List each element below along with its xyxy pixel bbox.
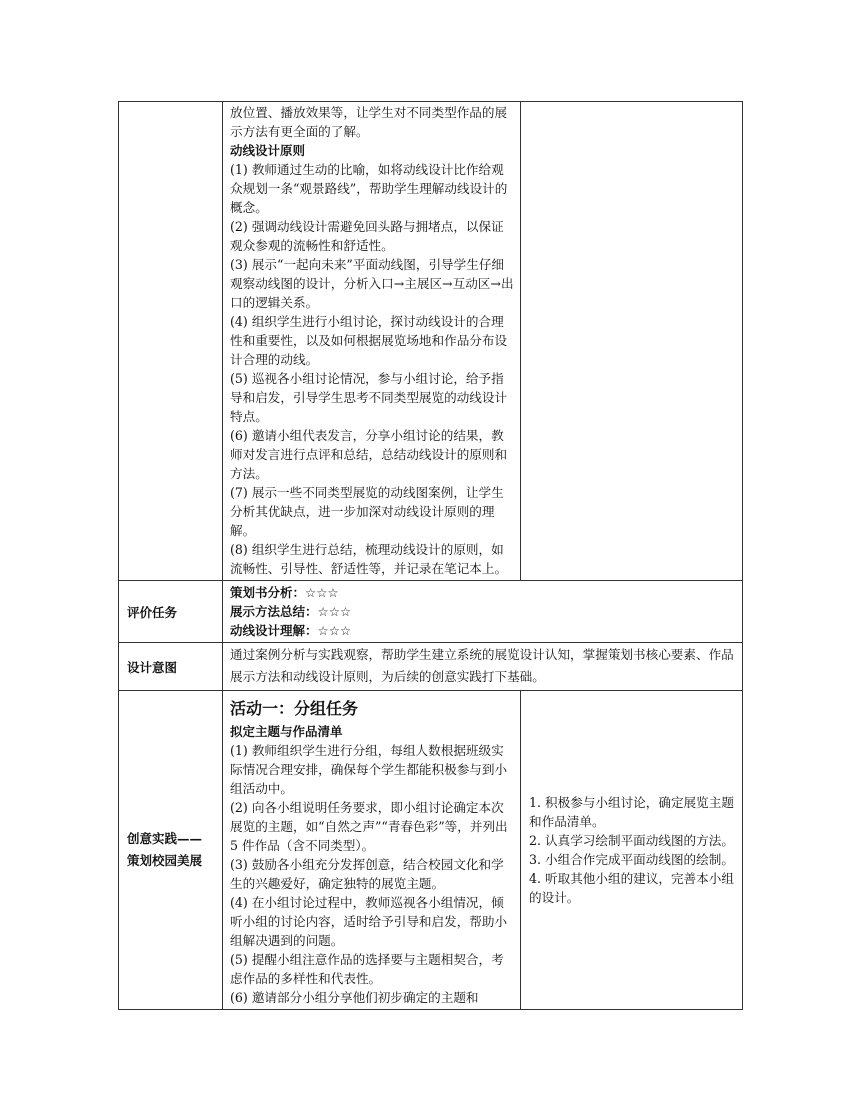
activity-title: 活动一：分组任务 [230, 699, 359, 718]
evaluation-label: 评价任务 [119, 581, 223, 643]
practice-student-cell [521, 691, 743, 1010]
step-item: (1) 教师通过生动的比喻，如将动线设计比作给观众规划一条“观景路线”，帮助学生理解动线设计的概念。 [230, 162, 508, 215]
teacher-activity-cell [223, 102, 521, 581]
eval-item-name: 动线设计理解： [230, 622, 318, 638]
step-item: (6) 邀请小组代表发言，分享小组讨论的结果，教师对发言进行点评和总结，总结动线设计的原则和方法。 [230, 428, 508, 481]
step-item: (3) 鼓励各小组充分发挥创意，结合校园文化和学生的兴趣爱好，确定独特的展览主题。 [230, 857, 504, 891]
student-activity-item: 1. 积极参与小组讨论，确定展览主题和作品清单。 [529, 795, 734, 829]
step-item: (4) 组织学生进行小组讨论，探讨动线设计的合理性和重要性，以及如何根据展览场地和作品分布设计合理的动线。 [230, 314, 508, 367]
student-activity-item: 4. 听取其他小组的建议，完善本小组的设计。 [529, 871, 734, 905]
continuation-text: 放位置、播放效果等，让学生对不同类型作品的展示方法有更全面的了解。 [230, 105, 508, 139]
step-item: (8) 组织学生进行总结，梳理动线设计的原则，如流畅性、引导性、舒适性等，并记录在笔记本上。 [230, 542, 508, 576]
eval-item-name: 策划书分析： [230, 584, 306, 600]
practice-label [119, 691, 223, 1010]
step-item: (5) 提醒小组注意作品的选择要与主题相契合，考虑作品的多样性和代表性。 [230, 952, 504, 986]
empty-label-cell [119, 102, 223, 581]
table-row-practice [119, 691, 743, 1010]
section-heading: 拟定主题与作品清单 [230, 724, 343, 739]
step-item: (5) 巡视各小组讨论情况，参与小组讨论，给予指导和启发，引导学生思考不同类型展览的动线设计特点。 [230, 371, 508, 424]
step-item: (2) 强调动线设计需避免回头路与拥堵点，以保证观众参观的流畅性和舒适性。 [230, 219, 504, 253]
student-activity-item: 2. 认真学习绘制平面动线图的方法。 [529, 833, 734, 848]
evaluation-cell [223, 581, 743, 643]
eval-item-name: 展示方法总结： [230, 603, 318, 619]
step-item: (6) 邀请部分小组分享他们初步确定的主题和 [230, 990, 479, 1005]
step-item: (1) 教师组织学生进行分组，每组人数根据班级实际情况合理安排，确保每个学生都能积极参与到小组活动中。 [230, 743, 508, 796]
practice-label-line: 策划校园美展 [127, 853, 203, 868]
star-rating: ☆☆☆ [317, 603, 352, 619]
star-rating: ☆☆☆ [305, 584, 339, 600]
student-activity-cell [521, 102, 743, 581]
practice-label-line: 创意实践—— [127, 831, 203, 846]
step-item: (7) 展示一些不同类型展览的动线图案例，让学生分析其优缺点，进一步加深对动线设计原则的理解。 [230, 485, 504, 538]
intent-cell [223, 643, 743, 691]
table-row-intent [119, 643, 743, 691]
intent-text: 通过案例分析与实践观察，帮助学生建立系统的展览设计认知，掌握策划书核心要素、作品展示方法和动线设计原则，为后续的创意实践打下基础。 [230, 647, 734, 684]
step-item: (3) 展示“一起向未来”平面动线图，引导学生仔细观察动线图的设计，分析入口→主展区→互动区→出口的逻辑关系。 [230, 257, 514, 310]
table-row-evaluation [119, 581, 743, 643]
practice-teacher-cell [223, 691, 521, 1010]
student-activity-item: 3. 小组合作完成平面动线图的绘制。 [529, 852, 734, 867]
intent-label: 设计意图 [119, 643, 223, 691]
lesson-plan-table [118, 101, 743, 1010]
star-rating: ☆☆☆ [317, 622, 352, 638]
step-item: (4) 在小组讨论过程中，教师巡视各小组情况，倾听小组的讨论内容，适时给予引导和启发，帮助小组解决遇到的问题。 [230, 895, 508, 948]
step-item: (2) 向各小组说明任务要求，即小组讨论确定本次展览的主题，如“自然之声”“青春色彩”等，并列出 5 件作品（含不同类型）。 [230, 800, 508, 853]
table-row-top [119, 102, 743, 581]
section-heading: 动线设计原则 [230, 143, 306, 158]
